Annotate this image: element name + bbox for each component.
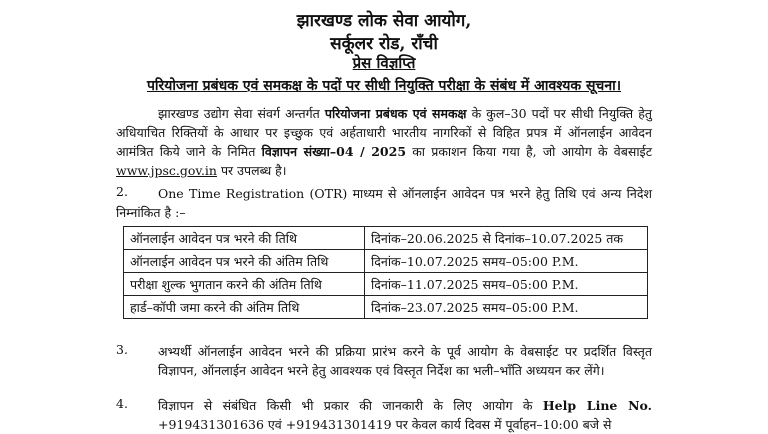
item-4-number: 4. [116, 396, 128, 411]
post-name: परियोजना प्रबंधक एवं समकक्ष [324, 106, 467, 121]
item-2-text: One Time Registration (OTR) माध्यम से ऑनलाईन आवेदन पत्र भरने हेतु तिथि एवं अन्य निदेश निम्नांकित है :– [116, 186, 652, 220]
item-4-text: विज्ञापन से संबंधित किसी भी प्रकार की जानकारी के लिए आयोग के Help Line No. +919431301636 एवं +919431301419 पर केवल कार्य दिवस में पूर्वाहन–10:00 बजे से [158, 398, 652, 432]
item-2-number: 2. [116, 184, 128, 199]
date-label-cell: परीक्षा शुल्क भुगतान करने की अंतिम तिथि [124, 273, 365, 296]
date-label-cell: ऑनलाईन आवेदन पत्र भरने की अंतिम तिथि [124, 250, 365, 273]
date-label-cell: ऑनलाईन आवेदन पत्र भरने की तिथि [124, 227, 365, 250]
dates-table [123, 226, 648, 319]
help-line-label: Help Line No. [542, 398, 652, 413]
date-label-cell: हार्ड–कॉपी जमा करने की अंतिम तिथि [124, 296, 365, 319]
commission-name: झारखण्ड लोक सेवा आयोग, [296, 11, 472, 31]
table-row [124, 273, 648, 296]
press-release-title: प्रेस विज्ञप्ति [352, 54, 416, 72]
date-value-cell: दिनांक–10.07.2025 समय–05:00 P.M. [365, 250, 648, 273]
website-link[interactable]: www.jpsc.gov.in [116, 163, 217, 178]
commission-address: सर्कूलर रोड, राँची [330, 34, 438, 54]
advertisement-number: विज्ञापन संख्या–04 / 2025 [261, 144, 407, 159]
item-3-number: 3. [116, 342, 128, 357]
table-row [124, 227, 648, 250]
table-row [124, 296, 648, 319]
item-3-text: अभ्यर्थी ऑनलाईन आवेदन भरने की प्रक्रिया प्रारंभ करने के पूर्व आयोग के वेबसाईट पर प्रदर्शित विस्तृत विज्ञापन, ऑनलाईन आवेदन भरने हेतु आवश्यक एवं विस्तृत निर्देश का भली–भाँति अध्ययन कर लेंगे। [158, 344, 652, 378]
date-value-cell: दिनांक–23.07.2025 समय–05:00 P.M. [365, 296, 648, 319]
date-value-cell: दिनांक–20.06.2025 से दिनांक–10.07.2025 तक [365, 227, 648, 250]
paragraph-1: झारखण्ड उद्योग सेवा संवर्ग अन्तर्गत परियोजना प्रबंधक एवं समकक्ष के कुल–30 पदों पर सीधी नियुक्ति हेतु अधियाचित रिक्तियों के आधार पर इच्छुक एवं अर्हताधारी भारतीय नागरिकों से विहित प्रपत्र में ऑनलाईन आवेदन आमंत्रित किये जाने के निमित विज्ञापन संख्या–04 / 2025 का प्रकाशन किया गया है, जो आयोग के वेबसाईट www.jpsc.gov.in पर उपलब्ध है। [116, 106, 652, 178]
notice-subject: परियोजना प्रबंधक एवं समकक्ष के पदों पर सीधी नियुक्ति परीक्षा के संबंध में आवश्यक सूचना। [146, 78, 622, 94]
table-row [124, 250, 648, 273]
date-value-cell: दिनांक–11.07.2025 समय–05:00 P.M. [365, 273, 648, 296]
